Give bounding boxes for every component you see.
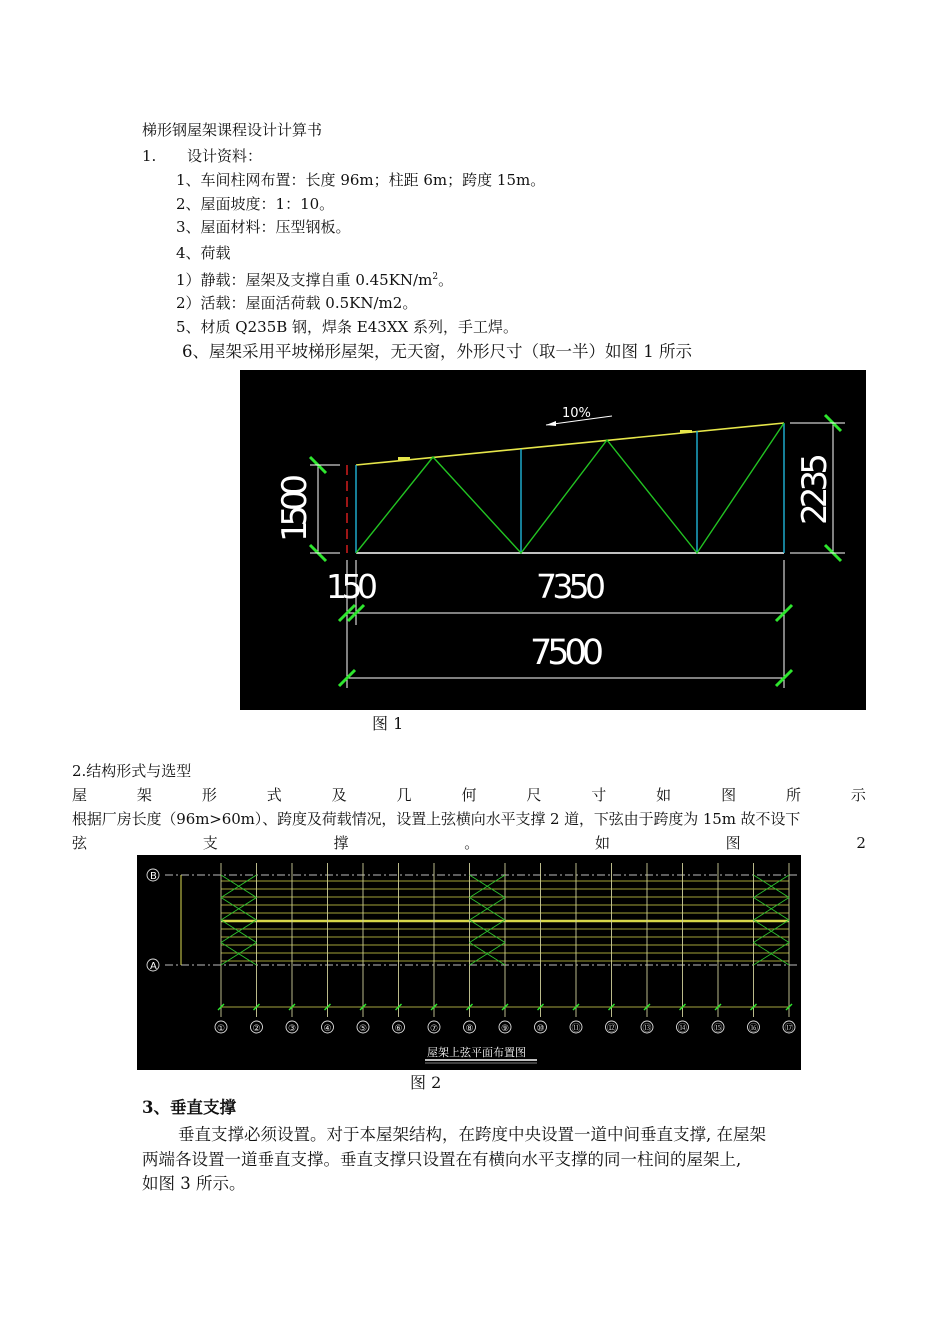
justified-char: 寸 [591, 786, 607, 804]
justified-char: 架 [136, 786, 152, 804]
justified-char: 何 [461, 786, 477, 804]
axis-label: ⑬ [642, 1024, 652, 1034]
right-height-label: 2235 [795, 453, 835, 525]
axis-label: ① [216, 1024, 226, 1034]
left-height-label: 1500 [275, 474, 315, 542]
section-2-line-1 [72, 785, 866, 805]
justified-char: 及 [331, 786, 347, 804]
section-1-number: 1. [142, 147, 157, 165]
axis-label: ⑪ [571, 1024, 581, 1034]
justified-char: 2 [856, 834, 866, 852]
axis-label: ③ [287, 1024, 297, 1034]
axis-label: ⑫ [606, 1024, 617, 1034]
purlin-mark [398, 457, 410, 460]
row-label-b: B [150, 871, 157, 882]
axis-label: ⑮ [713, 1024, 723, 1034]
axis-label: ② [252, 1024, 261, 1034]
item-dead-load [176, 267, 453, 290]
justified-char: 尺 [526, 786, 542, 804]
justified-char: 。 [464, 834, 480, 852]
dim-7500-label: 7500 [530, 633, 604, 673]
item-loads: 4、荷载 [176, 244, 231, 262]
axis-label: ⑦ [429, 1024, 439, 1034]
justified-char: 如 [594, 834, 610, 852]
purlin-mark [680, 430, 692, 433]
item-roof-material: 3、屋面材料：压型钢板。 [176, 218, 351, 236]
justified-char: 图 [721, 786, 737, 804]
dead-load-superscript: 2 [432, 272, 439, 282]
axis-label: ⑯ [748, 1024, 759, 1034]
figure-2-caption: 图 2 [410, 1073, 442, 1092]
item-column-grid: 1、车间柱网布置：长度 96m；柱距 6m；跨度 15m。 [176, 171, 546, 189]
top-chord [356, 423, 784, 465]
figure-1-caption: 图 1 [372, 714, 404, 733]
justified-char: 式 [266, 786, 282, 804]
section-3-paragraph-line-2: 两端各设置一道垂直支撑。垂直支撑只设置在有横向水平支撑的同一柱间的屋架上, [142, 1150, 742, 1169]
axis-label: ⑨ [500, 1024, 510, 1034]
justified-char: 形 [201, 786, 217, 804]
axis-label: ⑤ [358, 1024, 368, 1034]
axis-label: ⑰ [784, 1024, 794, 1034]
figure-2-plan [137, 855, 801, 1070]
justified-char: 示 [850, 786, 866, 804]
section-3-paragraph-line-1: 垂直支撑必须设置。对于本屋架结构，在跨度中央设置一道中间垂直支撑, 在屋架 [178, 1125, 766, 1144]
document-title: 梯形钢屋架课程设计计算书 [142, 121, 323, 139]
justified-char: 几 [396, 786, 412, 804]
section-3-paragraph-line-3: 如图 3 所示。 [142, 1174, 246, 1193]
diagonal-web [356, 423, 784, 553]
axis-label: ⑭ [677, 1024, 688, 1034]
slope-label: 10% [562, 406, 591, 421]
section-3-title [142, 1097, 236, 1119]
figure-1-truss [240, 370, 866, 710]
axis-label: ⑥ [394, 1024, 403, 1034]
justified-char: 所 [785, 786, 801, 804]
section-1-title: 设计资料： [187, 147, 263, 165]
section-2-line-2: 根据厂房长度（96m>60m）、跨度及荷载情况，设置上弦横向水平支撑 2 道，下弦由于跨度为 15m 故不设下 [72, 810, 801, 828]
dead-load-tail: 。 [438, 271, 454, 289]
justified-char: 撑 [333, 834, 349, 852]
dim-150-label: 150 [326, 567, 378, 606]
item-roof-slope: 2、屋面坡度：1：10。 [176, 195, 335, 213]
item-material: 5、材质 Q235B 钢，焊条 E43XX 系列，手工焊。 [176, 318, 518, 336]
section-3-title-text: 3、垂直支撑 [142, 1098, 236, 1117]
section-2-line-3 [72, 833, 866, 853]
dead-load-text: 1）静载：屋架及支撑自重 0.45KN/m [176, 271, 433, 289]
item-live-load: 2）活载：屋面活荷载 0.5KN/m2。 [176, 294, 418, 312]
justified-char: 屋 [72, 786, 88, 804]
axis-label: ⑩ [536, 1024, 545, 1034]
row-label-a: A [150, 961, 157, 972]
justified-char: 弦 [72, 834, 88, 852]
dim-7350-label: 7350 [536, 567, 606, 606]
justified-char: 图 [725, 834, 741, 852]
axis-label: ④ [323, 1024, 332, 1034]
plan-title: 屋架上弦平面布置图 [427, 1046, 526, 1059]
axis-label: ⑧ [465, 1024, 474, 1034]
truss-drawing [240, 370, 866, 710]
roof-plan-drawing [137, 855, 801, 1070]
justified-char: 如 [656, 786, 672, 804]
item-truss-shape: 6、屋架采用平坡梯形屋架，无天窗，外形尺寸（取一半）如图 1 所示 [182, 342, 692, 361]
section-2-title: 2.结构形式与选型 [72, 762, 192, 780]
justified-char: 支 [202, 834, 218, 852]
